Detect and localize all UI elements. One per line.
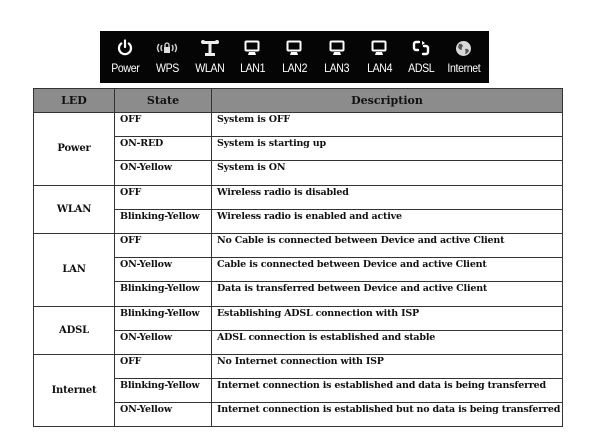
led-label: LAN2	[281, 63, 307, 75]
monitor-icon	[286, 37, 302, 59]
state-cell: OFF	[115, 113, 212, 137]
state-cell: Blinking-Yellow	[115, 379, 212, 403]
led-status-table	[33, 88, 563, 427]
state-cell: Blinking-Yellow	[115, 306, 212, 330]
column-header-state: State	[115, 89, 212, 113]
description-cell: System is starting up	[212, 137, 563, 161]
led-name-cell: LAN	[34, 233, 115, 306]
description-cell: Wireless radio is disabled	[212, 185, 563, 209]
led-label: LAN1	[239, 63, 265, 75]
table-row	[34, 233, 563, 257]
led-name-cell: ADSL	[34, 306, 115, 354]
state-cell: ON-Yellow	[115, 403, 212, 427]
state-cell: Blinking-Yellow	[115, 282, 212, 306]
column-header-led: LED	[34, 89, 115, 113]
description-cell: Establishing ADSL connection with ISP	[212, 306, 563, 330]
description-cell: Cable is connected between Device and active Client	[212, 258, 563, 282]
state-cell: ON-RED	[115, 137, 212, 161]
led-name-cell: Internet	[34, 354, 115, 427]
table-row	[34, 354, 563, 378]
description-cell: Internet connection is established and data is being transferred	[212, 379, 563, 403]
led-label: Power	[111, 63, 140, 75]
state-cell: Blinking-Yellow	[115, 209, 212, 233]
description-cell: ADSL connection is established and stable	[212, 330, 563, 354]
led-wps	[148, 31, 186, 83]
led-lan2	[275, 31, 313, 83]
led-label: ADSL	[408, 63, 435, 75]
led-lan3	[318, 31, 356, 83]
led-lan4	[360, 31, 398, 83]
led-label: WLAN	[195, 63, 225, 75]
led-name-cell: Power	[34, 113, 115, 186]
led-adsl	[402, 31, 440, 83]
monitor-icon	[329, 37, 345, 59]
power-icon	[116, 37, 134, 59]
description-cell: Wireless radio is enabled and active	[212, 209, 563, 233]
state-cell: ON-Yellow	[115, 161, 212, 185]
led-lan1	[233, 31, 271, 83]
led-label: Internet	[447, 63, 481, 75]
description-cell: No Cable is connected between Device and active Client	[212, 233, 563, 257]
description-cell: System is ON	[212, 161, 563, 185]
led-name-cell: WLAN	[34, 185, 115, 233]
state-cell: OFF	[115, 233, 212, 257]
table-row	[34, 306, 563, 330]
state-cell: ON-Yellow	[115, 258, 212, 282]
led-label: WPS	[155, 63, 179, 75]
table-header-row	[34, 89, 563, 113]
description-cell: No Internet connection with ISP	[212, 354, 563, 378]
description-cell: System is OFF	[212, 113, 563, 137]
description-cell: Internet connection is established but no data is being transferred	[212, 403, 563, 427]
table-row	[34, 185, 563, 209]
led-power	[106, 31, 144, 83]
monitor-icon	[371, 37, 387, 59]
globe-icon	[455, 37, 472, 59]
description-cell: Data is transferred between Device and active Client	[212, 282, 563, 306]
led-label: LAN3	[324, 63, 350, 75]
adsl-link-icon	[412, 37, 430, 59]
state-cell: ON-Yellow	[115, 330, 212, 354]
antenna-icon	[200, 37, 220, 59]
state-cell: OFF	[115, 185, 212, 209]
monitor-icon	[244, 37, 260, 59]
table-row	[34, 113, 563, 137]
column-header-description: Description	[212, 89, 563, 113]
led-indicator-panel	[100, 31, 489, 83]
led-label: LAN4	[366, 63, 392, 75]
state-cell: OFF	[115, 354, 212, 378]
wps-icon	[156, 37, 178, 59]
led-internet	[445, 31, 483, 83]
led-wlan	[191, 31, 229, 83]
